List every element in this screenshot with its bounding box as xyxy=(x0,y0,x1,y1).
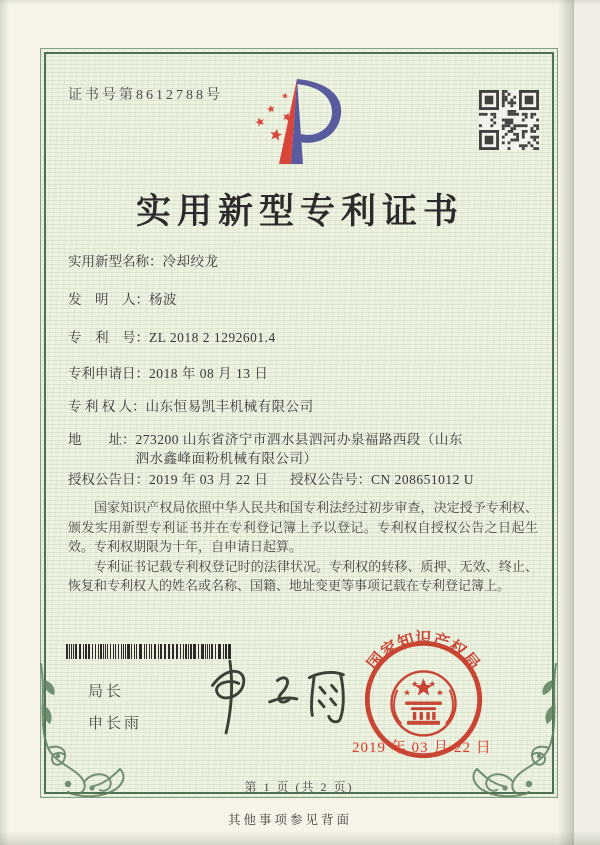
floral-corner-ornament-icon xyxy=(34,662,129,798)
field-label: 地 址： xyxy=(68,432,136,447)
field-patentee xyxy=(68,397,314,416)
field-label: 发 明 人： xyxy=(68,292,149,307)
field-value: CN 208651012 U xyxy=(371,472,475,487)
field-value: 冷却绞龙 xyxy=(162,254,219,269)
field-value: 2018 年 08 月 13 日 xyxy=(149,366,269,381)
field-filing-date xyxy=(68,364,268,383)
field-grant-date xyxy=(68,470,268,489)
field-label: 授权公告号： xyxy=(290,472,371,487)
field-value: 山东恒易凯丰机械有限公司 xyxy=(145,399,314,414)
certificate-title: 实用新型专利证书 xyxy=(135,192,464,231)
scan-bottom-shadow xyxy=(0,831,600,845)
national-emblem-icon xyxy=(392,671,456,735)
field-value: 273200 山东省济宁市泗水县泗河办泉福路西段（山东泗水鑫峰面粉机械有限公司） xyxy=(135,432,463,466)
field-label: 授权公告日： xyxy=(68,472,149,487)
floral-corner-ornament-icon xyxy=(468,662,563,798)
field-patent-number xyxy=(68,328,276,347)
page-indicator: 第 1 页 (共 2 页) xyxy=(244,780,354,794)
footer-note: 其他事项参见背面 xyxy=(227,813,352,827)
field-utility-model-name xyxy=(68,252,219,271)
seal-authority-text: 国家知识产权局 xyxy=(363,629,484,674)
field-value: 2019 年 03 月 22 日 xyxy=(149,472,269,487)
scan-top-shadow xyxy=(0,0,600,5)
field-label: 专 利 权 人： xyxy=(68,399,146,414)
certificate-number: 证书号第8612788号 xyxy=(68,88,223,103)
field-label: 专利申请日： xyxy=(68,366,149,381)
seal-date: 2019 年 03 月 22 日 xyxy=(352,740,492,756)
scan-right-paper-edge xyxy=(574,0,600,845)
scan-left-shadow xyxy=(0,0,9,845)
svg-text:国家知识产权局 xyxy=(363,629,483,673)
field-value: 杨波 xyxy=(149,292,177,307)
cnipa-logo-icon xyxy=(240,76,355,171)
legal-text xyxy=(68,498,538,596)
field-label: 实用新型名称： xyxy=(68,254,163,269)
field-inventor xyxy=(68,290,177,309)
legal-paragraph-2: 专利证书记载专利权登记时的法律状况。专利权的转移、质押、无效、终止、恢复和专利权人的姓名或名称、国籍、地址变更等事项记载在专利登记簿上。 xyxy=(68,558,538,593)
director-name: 申长雨 xyxy=(88,715,143,732)
signature-handwriting xyxy=(198,650,353,745)
legal-paragraph-1: 国家知识产权局依照中华人民共和国专利法经过初步审查，决定授予专利权、颁发实用新型专利证书并在专利登记簿上予以登记。专利权自授权公告之日起生效。专利权期限为十年，自申请日起算。 xyxy=(68,500,538,554)
field-address xyxy=(68,430,474,468)
director-title: 局长 xyxy=(88,683,125,700)
field-grant-number xyxy=(290,470,474,489)
field-label: 专 利 号： xyxy=(68,330,149,345)
field-value: ZL 2018 2 1292601.4 xyxy=(149,330,276,345)
qr-code xyxy=(479,90,539,150)
